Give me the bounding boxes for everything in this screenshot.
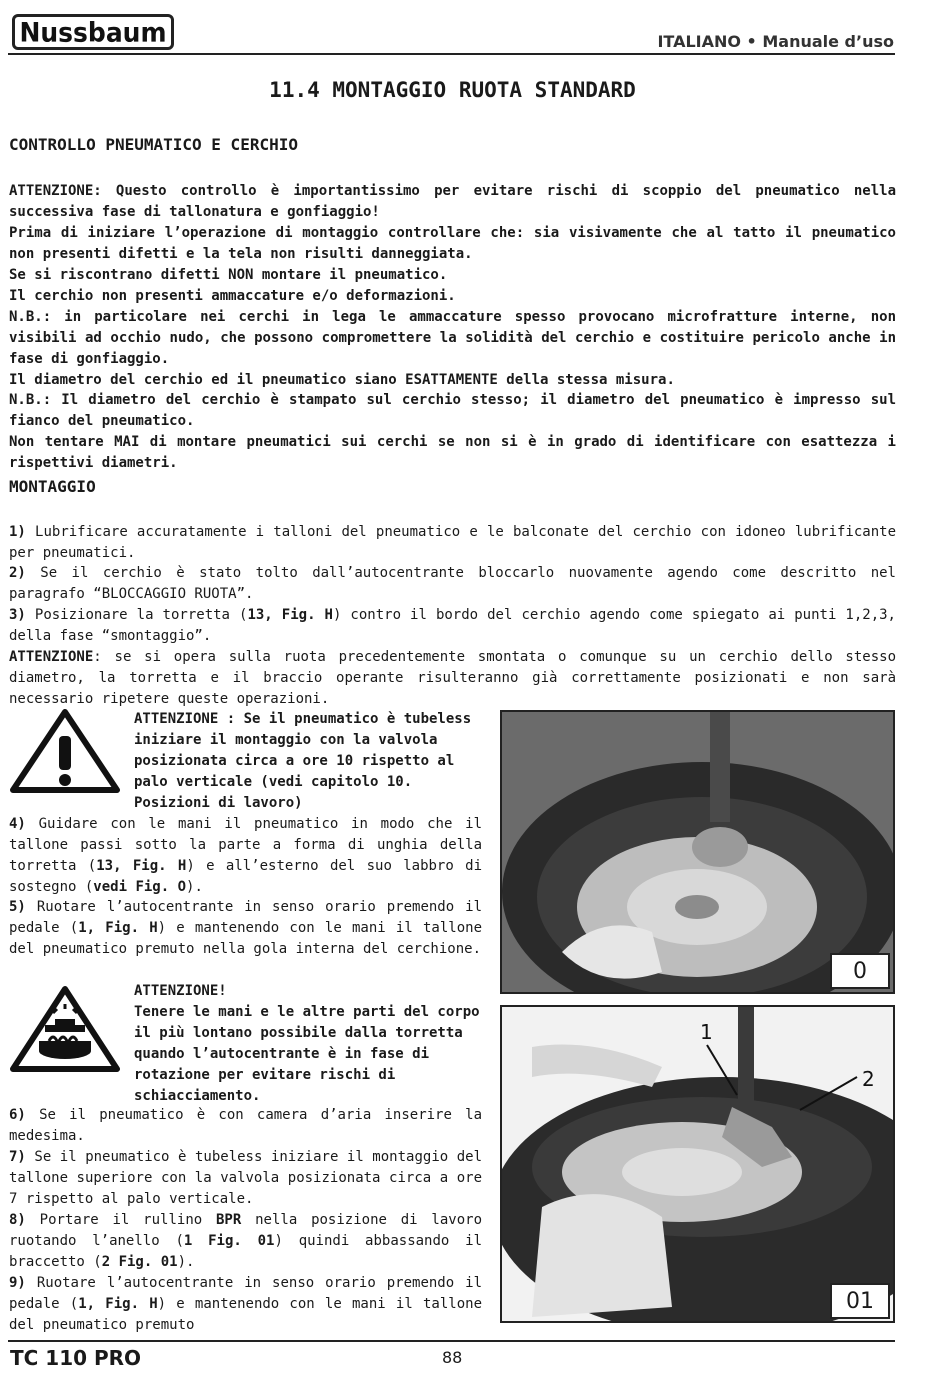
- callout-1: 1: [700, 1020, 713, 1044]
- footer-model: TC 110 PRO: [10, 1346, 142, 1370]
- section1-body: [9, 181, 896, 391]
- section-heading-controllo: CONTROLLO PNEUMATICO E CERCHIO: [9, 135, 298, 154]
- never-paragraph: Non tentare MAI di montare pneumatici sui cerchi se non si è in grado di identificare con esattezza i rispettivi diametri.: [9, 434, 896, 471]
- rim-paragraph: Il cerchio non presenti ammaccature e/o deformazioni.: [9, 288, 456, 304]
- warning-tubeless: ATTENZIONE : Se il pneumatico è tubeless iniziare il montaggio con la valvola posizionata circa a ore 10 rispetto al palo verticale (vedi capitolo 10. Posizioni di lavoro): [134, 711, 472, 811]
- step-7: 7) Se il pneumatico è tubeless iniziare il montaggio del tallone superiore con la valvola posizionata circa a ore 7 rispetto al palo verticale.: [9, 1149, 482, 1207]
- step-6: 6) Se il pneumatico è con camera d’aria inserire la medesima.: [9, 1107, 482, 1144]
- callout-2: 2: [862, 1067, 875, 1091]
- step-5: 5) Ruotare l’autocentrante in senso orario premendo il pedale (1, Fig. H) e mantenendo con le mani il tallone del pneumatico premuto nella gola interna del cerchione.: [9, 899, 482, 957]
- check-paragraph: Prima di iniziare l’operazione di montaggio controllare che: sia visivamente che al tatto il pneumatico non presenti difetti e la tela non risulti danneggiata.: [9, 225, 896, 262]
- header-divider: [8, 53, 895, 55]
- section1-notes: [9, 390, 896, 474]
- nussbaum-logo: Nussbaum: [12, 14, 174, 50]
- page-title: 11.4 MONTAGGIO RUOTA STANDARD: [269, 78, 636, 102]
- step-1: 1) Lubrificare accuratamente i talloni del pneumatico e le balconate del cerchio con idoneo lubrificante per pneumatici.: [9, 524, 896, 561]
- figure-o-label: 0: [830, 953, 890, 989]
- figure-o-illustration: [502, 712, 893, 992]
- step-2: 2) Se il cerchio è stato tolto dall’autocentrante bloccarlo nuovamente agendo come descritto nel paragrafo “BLOCCAGGIO RUOTA”.: [9, 565, 896, 602]
- page-number: 88: [442, 1348, 463, 1367]
- section-heading-montaggio: MONTAGGIO: [9, 477, 96, 496]
- defects-paragraph: Se si riscontrano difetti NON montare il pneumatico.: [9, 267, 448, 283]
- figure-o-photo: [500, 710, 895, 994]
- nb-diameter-paragraph: N.B.: Il diametro del cerchio è stampato sul cerchio stesso; il diametro del pneumatico è impresso sul fianco del pneumatico.: [9, 392, 896, 429]
- figure-01-label: 01: [830, 1283, 890, 1319]
- header-language: ITALIANO • Manuale d’uso: [657, 32, 894, 51]
- step-3: 3) Posizionare la torretta (13, Fig. H) contro il bordo del cerchio agendo come spiegato ai punti 1,2,3, della fase “smontaggio”.: [9, 607, 896, 644]
- step-8: 8) Portare il rullino BPR nella posizione di lavoro ruotando l’anello (1 Fig. 01) quindi abbassando il braccetto (2 Fig. 01).: [9, 1212, 482, 1270]
- callout-leader-lines: [500, 1005, 895, 1323]
- step-4: 4) Guidare con le mani il pneumatico in modo che il tallone passi sotto la parte a forma di unghia della torretta (13, Fig. H) e all’esterno del suo labbro di sostegno (vedi Fig. O).: [9, 816, 482, 895]
- step-9: 9) Ruotare l’autocentrante in senso orario premendo il pedale (1, Fig. H) e mantenendo con le mani il tallone del pneumatico premuto: [9, 1275, 482, 1333]
- attenzione-paragraph: ATTENZIONE: Questo controllo è importantissimo per evitare rischi di scoppio del pneumatico nella successiva fase di tallonatura e gonfiaggio!: [9, 183, 896, 220]
- diameter-paragraph: Il diametro del cerchio ed il pneumatico siano ESATTAMENTE della stessa misura.: [9, 372, 675, 388]
- crush-hazard-icon: [9, 985, 121, 1073]
- warning-triangle-icon: [9, 708, 121, 794]
- warning-crush: ATTENZIONE! Tenere le mani e le altre parti del corpo il più lontano possibile dalla torretta quando l’autocentrante è in fase di rotazione per evitare rischi di schiacciamento.: [134, 983, 480, 1104]
- footer-divider: [8, 1340, 895, 1342]
- attenzione-torretta: ATTENZIONE: se si opera sulla ruota precedentemente smontata o comunque su un cerchio dello stesso diametro, la torretta e il braccio operante risulteranno già correttamente posizionati e non sarà necessario ripetere queste operazioni.: [9, 649, 896, 707]
- nb-paragraph: N.B.: in particolare nei cerchi in lega le ammaccature spesso provocano microfratture interne, non visibili ad occhio nudo, che possono compromettere la solidità del cerchio e costituire pericolo anche in fase di gonfiaggio.: [9, 309, 896, 367]
